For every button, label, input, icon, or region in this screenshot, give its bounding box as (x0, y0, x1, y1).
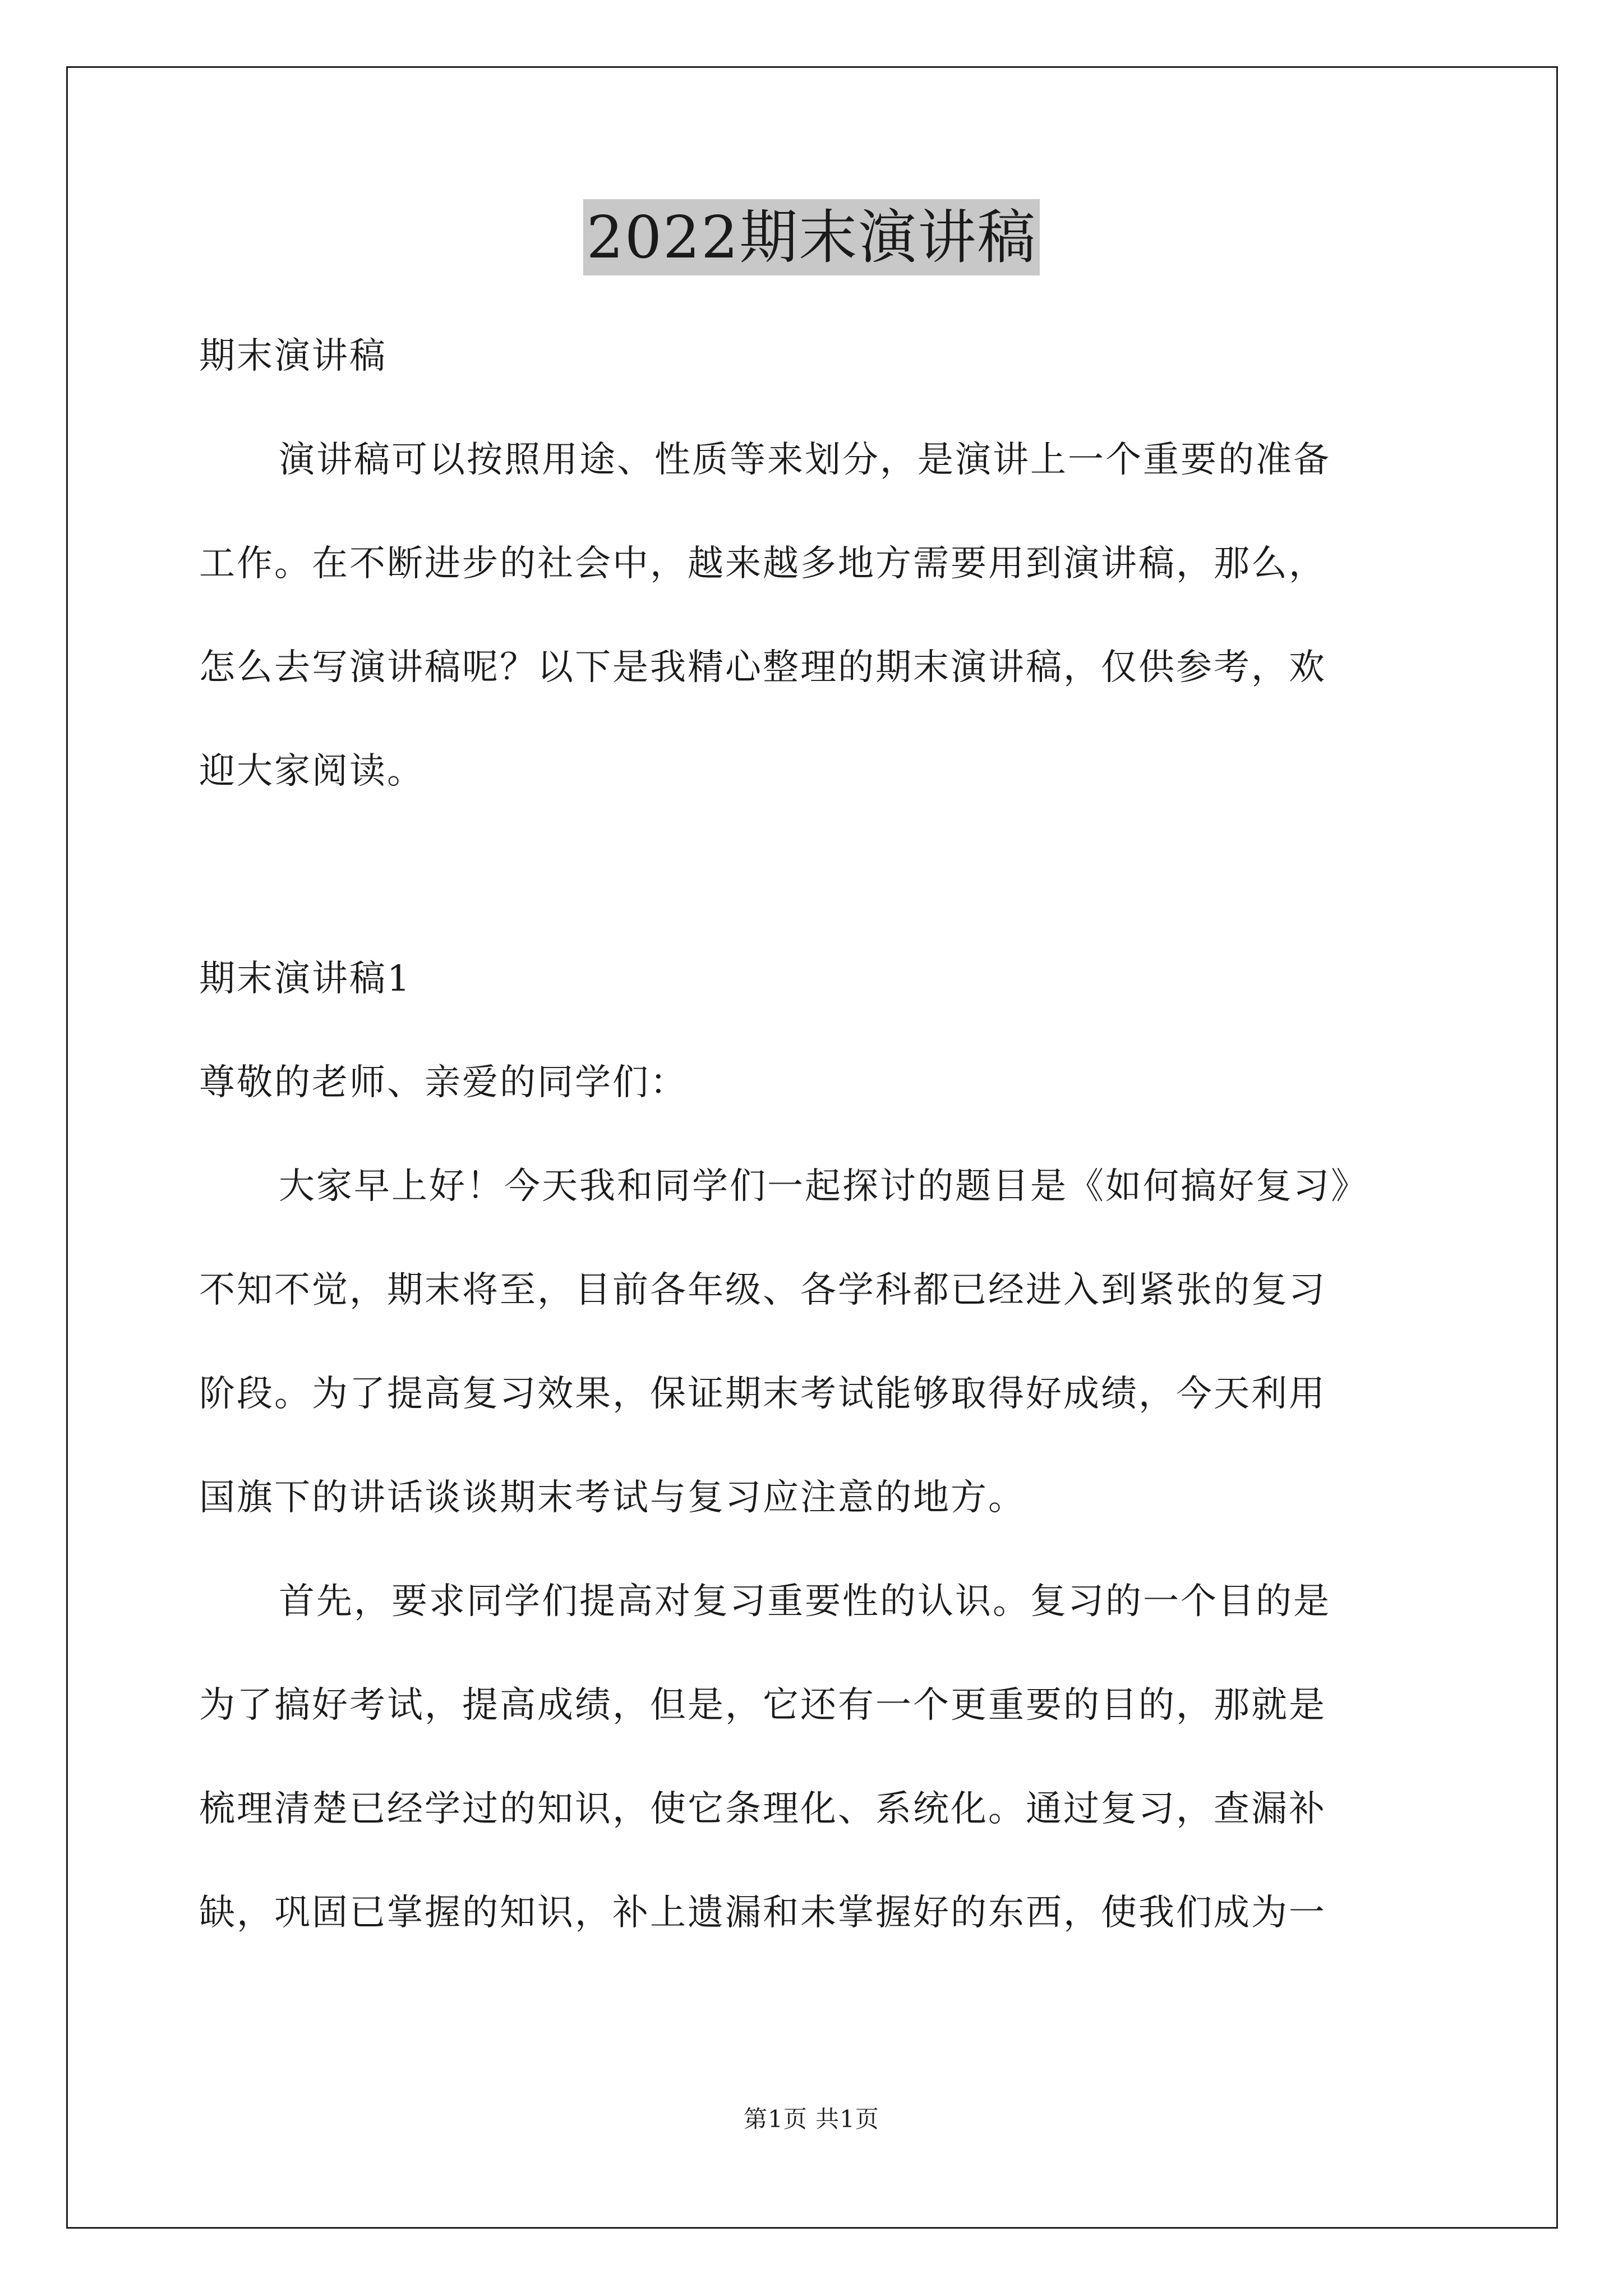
paragraph1-line: 大家早上好！今天我和同学们一起探讨的题目是《如何搞好复习》 (279, 1166, 1368, 1207)
intro-line: 怎么去写演讲稿呢？以下是我精心整理的期末演讲稿，仅供参考，欢 (199, 647, 1326, 688)
section-heading: 期末演讲稿1 (199, 958, 412, 1000)
title-container (0, 199, 1623, 275)
page-footer: 第1页 共1页 (744, 2105, 879, 2133)
intro-line: 工作。在不断进步的社会中，越来越多地方需要用到演讲稿，那么， (199, 543, 1326, 585)
paragraph1-line: 国旗下的讲话谈谈期末考试与复习应注意的地方。 (199, 1477, 1026, 1519)
intro-line: 迎大家阅读。 (199, 751, 425, 792)
document-title: 2022期末演讲稿 (583, 199, 1040, 275)
intro-line: 演讲稿可以按照用途、性质等来划分，是演讲上一个重要的准备 (279, 439, 1331, 481)
document-heading: 期末演讲稿 (199, 335, 387, 377)
salutation: 尊敬的老师、亲爱的同学们： (199, 1062, 688, 1103)
paragraph2-line: 首先，要求同学们提高对复习重要性的认识。复习的一个目的是 (279, 1581, 1331, 1622)
paragraph2-line: 为了搞好考试，提高成绩，但是，它还有一个更重要的目的，那就是 (199, 1685, 1326, 1726)
paragraph1-line: 阶段。为了提高复习效果，保证期末考试能够取得好成绩，今天利用 (199, 1373, 1326, 1415)
paragraph1-line: 不知不觉，期末将至，目前各年级、各学科都已经进入到紧张的复习 (199, 1269, 1326, 1311)
document-body (199, 323, 1433, 1983)
paragraph2-line: 梳理清楚已经学过的知识，使它条理化、系统化。通过复习，查漏补 (199, 1788, 1326, 1830)
paragraph2-line: 缺，巩固已掌握的知识，补上遗漏和未掌握好的东西，使我们成为一 (199, 1892, 1326, 1934)
spacer (199, 841, 1433, 945)
